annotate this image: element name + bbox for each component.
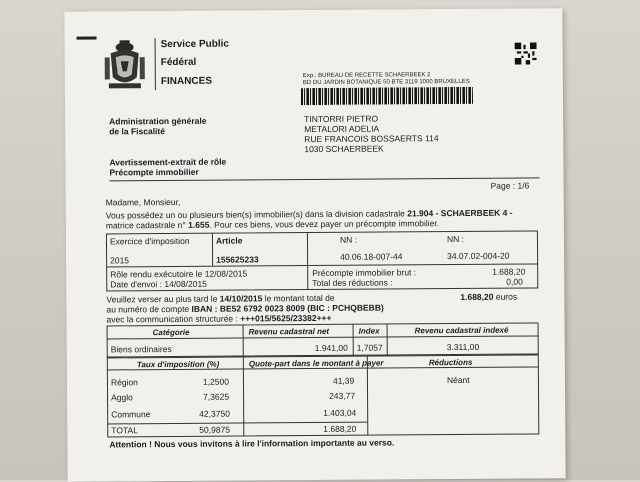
- nn-label-2: NN :: [446, 233, 464, 245]
- cadastral-col-3: [387, 323, 388, 355]
- amount-value: 1.688,20: [460, 291, 494, 302]
- registration-mark: [77, 37, 97, 40]
- summary-col-divider-1: [212, 233, 213, 266]
- revenu-net-value: 1.941,00: [314, 342, 348, 354]
- admin-line1: Administration générale: [109, 115, 207, 127]
- sender-address-line2: BD DU JARDIN BOTANIQUE 50 BTE 3119 1000 BRUXELLES: [302, 78, 470, 87]
- nn-value-2: 34.07.02-004-20: [447, 250, 510, 262]
- exercice-label: Exercice d'imposition: [109, 235, 190, 247]
- payment-line-3: [106, 313, 331, 325]
- col-revenu-net: Revenu cadastral net: [248, 326, 330, 337]
- intro-line-2: [106, 218, 439, 230]
- index-value: 1,7057: [356, 342, 383, 353]
- structured-communication: +++015/5625/23382+++: [240, 312, 332, 324]
- qr-code-icon: [515, 42, 537, 64]
- row-agglo-taux: 7,3625: [203, 391, 230, 402]
- col-reductions: Réductions: [428, 357, 473, 368]
- postal-barcode: [301, 87, 473, 105]
- cadastral-col-2: [353, 324, 354, 356]
- amount-due: [460, 292, 517, 302]
- communication-text: avec la communication structurée :: [106, 313, 241, 325]
- intro-text-3: . Pour ces biens, vous devez payer un précompte immobilier.: [209, 218, 440, 230]
- row-agglo-label: Agglo: [111, 392, 133, 403]
- reductions-value: 0,00: [506, 276, 523, 287]
- payment-text: Veuillez verser au plus tard le: [106, 293, 220, 305]
- col-revenu-indexe: Revenu cadastral indexé: [414, 325, 509, 336]
- document-title-line1: Avertissement-extrait de rôle: [109, 156, 227, 168]
- tax-notice-document: [64, 8, 565, 481]
- precompte-label: Précompte immobilier brut :: [312, 267, 417, 279]
- recipient-city: 1030 SCHAERBEEK: [304, 143, 384, 155]
- payment-text-2: le montant total de: [262, 292, 335, 304]
- admin-line2: de la Fiscalité: [109, 126, 165, 137]
- attention-notice: Attention ! Nous vous invitons à lire l'information importante au verso.: [109, 437, 395, 450]
- cadastral-division: 21.904 - SCHAERBEEK 4 -: [407, 207, 513, 219]
- account-text: au numéro de compte: [106, 303, 192, 315]
- document-title-line2: Précompte immobilier: [109, 166, 199, 178]
- intro-text-2: matrice cadastrale n°: [105, 219, 189, 231]
- row-commune-taux: 42,3750: [199, 408, 230, 419]
- header-divider: [155, 38, 156, 90]
- recipient-name-1: TINTORRI PIETRO: [304, 113, 379, 125]
- sender-address-line1: Exp.: BUREAU DE RECETTE SCHAERBEEK 2: [302, 72, 431, 80]
- due-date: 14/10/2015: [219, 293, 263, 304]
- reductions-label: Total des réductions :: [312, 277, 393, 289]
- page-number: Page : 1/6: [490, 180, 530, 191]
- cadastral-col-1: [243, 325, 244, 357]
- col-taux: Taux d'imposition (%): [136, 359, 220, 370]
- org-name-line1: Service Public: [160, 38, 230, 51]
- row-total-quote: 1.688,20: [323, 423, 357, 434]
- nn-value-1: 40.06.18-007-44: [340, 251, 403, 262]
- row-agglo-quote: 243,77: [329, 390, 356, 401]
- article-label: Article: [215, 235, 243, 246]
- iban: IBAN : BE52 6792 0023 8009 (BIC : PCHQBEBB): [191, 302, 384, 314]
- belgian-coat-of-arms-logo: [103, 37, 147, 93]
- org-name-line2: Fédéral: [160, 56, 197, 69]
- org-name-line3: FINANCES: [160, 75, 213, 88]
- revenu-indexe-value: 3.311,00: [446, 341, 480, 353]
- row-region-quote: 41,39: [332, 375, 355, 386]
- col-index: Index: [358, 326, 380, 336]
- col-quote-part: Quote-part dans le montant à payer: [248, 358, 384, 369]
- row-region-taux: 1,2500: [202, 376, 229, 387]
- col-categorie: Catégorie: [152, 327, 190, 338]
- article-value: 155625233: [216, 254, 259, 265]
- precompte-value: 1.688,20: [492, 266, 526, 277]
- exercice-value: 2015: [110, 255, 130, 266]
- row-commune-quote: 1.403,04: [323, 407, 357, 418]
- reductions-neant: Néant: [446, 374, 470, 386]
- row-commune-label: Commune: [111, 409, 151, 420]
- nn-label-1: NN :: [339, 234, 357, 245]
- title-divider: [110, 177, 540, 181]
- envoi-date: Date d'envoi : 14/08/2015: [110, 278, 207, 290]
- role-date: Rôle rendu exécutoire le 12/08/2015: [110, 268, 248, 280]
- cadastral-matrix: 1.655: [188, 219, 210, 230]
- salutation: Madame, Monsieur,: [105, 196, 181, 208]
- recipient-street: RUE FRANCOIS BOSSAERTS 114: [304, 133, 439, 145]
- currency: euros: [495, 291, 518, 302]
- recipient-name-2: METALORI ADELIA: [304, 123, 380, 135]
- row-total-taux: 50,9875: [199, 424, 231, 435]
- row-region-label: Région: [110, 377, 138, 388]
- intro-text: Vous possédez un ou plusieurs bien(s) immobilier(s) dans la division cadastrale: [105, 208, 408, 221]
- categorie-value: Biens ordinaires: [110, 344, 172, 355]
- row-total-label: TOTAL: [111, 425, 138, 436]
